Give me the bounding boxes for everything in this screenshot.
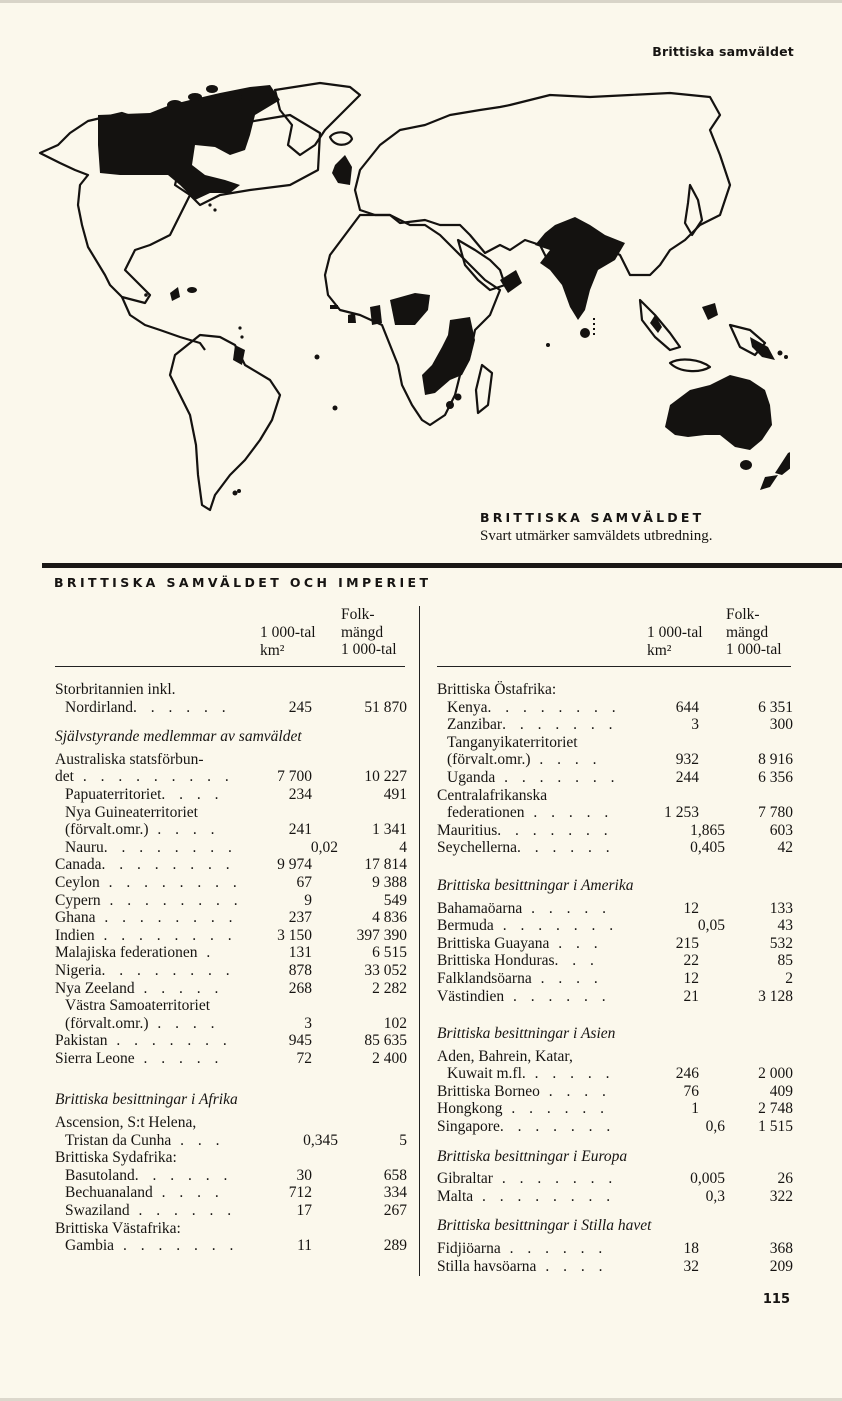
- east-africa-rows: [437, 699, 793, 857]
- row-name: Australiska statsförbun-: [55, 750, 204, 768]
- column-header: [55, 606, 407, 660]
- row-name: Storbritannien inkl.: [55, 681, 176, 698]
- row-area: 0,345: [303, 1131, 338, 1149]
- self-governing-rows: [55, 751, 407, 1068]
- row-population: 2 000: [758, 1065, 793, 1083]
- pop-header-line1: Folk-: [726, 606, 760, 623]
- row-name: Brittiska Honduras. . .: [437, 952, 599, 970]
- pop-header-line3: 1 000-tal: [341, 641, 397, 659]
- row-area: 0,6: [705, 1118, 725, 1136]
- row-name: Cypern . . . . . . . .: [55, 891, 243, 909]
- group-label-self-governing: Självstyrande medlemmar av samväldet: [55, 728, 302, 746]
- row-name: Papuaterritoriet. . . .: [65, 785, 224, 803]
- row-area: 0,405: [690, 839, 725, 857]
- area-header-line2: km²: [260, 641, 285, 659]
- row-area: 11: [297, 1237, 312, 1255]
- row-population: 85: [777, 952, 793, 970]
- row-name: Aden, Bahrein, Katar,: [437, 1047, 573, 1065]
- page-number: 115: [762, 1292, 790, 1307]
- row-name: Nya Guineaterritoriet: [65, 803, 198, 821]
- column-divider: [419, 606, 420, 1276]
- pop-header-line3: 1 000-tal: [726, 641, 782, 659]
- row-area: 245: [288, 698, 312, 716]
- row-name: Centralafrikanska: [437, 786, 548, 804]
- table-row: [55, 962, 407, 980]
- row-population: 102: [383, 1014, 407, 1032]
- table-row: [55, 1202, 407, 1220]
- table-row: [437, 787, 793, 805]
- row-area: 712: [288, 1184, 312, 1202]
- east-africa-region: [422, 317, 475, 395]
- row-population: 133: [769, 899, 793, 917]
- row-population: 1 341: [372, 821, 407, 839]
- row-population: 43: [777, 917, 793, 935]
- row-population: 658: [383, 1166, 407, 1184]
- table-row: [437, 1240, 793, 1258]
- row-area: 215: [675, 934, 699, 952]
- row-area: 22: [683, 952, 699, 970]
- row-area: 76: [683, 1082, 699, 1100]
- africa-rows: [55, 1114, 407, 1255]
- map-caption-subtitle: Svart utmärker samväldets utbredning.: [480, 528, 713, 544]
- row-area: 244: [675, 768, 699, 786]
- row-population: 322: [769, 1187, 793, 1205]
- row-population: 267: [383, 1202, 407, 1220]
- population-header: [341, 606, 397, 659]
- pacific-rows: [437, 1240, 793, 1275]
- row-area: 0,005: [690, 1170, 725, 1188]
- row-name: Ascension, S:t Helena,: [55, 1114, 197, 1132]
- row-population: 334: [383, 1184, 407, 1202]
- uk-region: [332, 155, 352, 185]
- table-row: [55, 1167, 407, 1185]
- asia-rows: [437, 1048, 793, 1136]
- table-left-column: [55, 606, 407, 1255]
- table-row: [437, 1083, 793, 1101]
- table-row: [437, 935, 793, 953]
- row-name: Bechuanaland . . . .: [65, 1184, 224, 1202]
- row-area: 3: [691, 716, 699, 734]
- row-population: 4 836: [372, 909, 407, 927]
- row-name: Mauritius. . . . . . .: [437, 821, 613, 839]
- row-population: 42: [777, 839, 793, 857]
- row-population: 532: [769, 934, 793, 952]
- row-population: 300: [769, 716, 793, 734]
- row-area: 878: [288, 961, 312, 979]
- table-row: [55, 681, 407, 699]
- nigeria-region: [390, 293, 430, 325]
- table-row: [55, 1050, 407, 1068]
- row-name: Brittiska Sydafrika:: [55, 1149, 177, 1167]
- row-population: 9 388: [372, 873, 407, 891]
- row-area: 1,865: [690, 821, 725, 839]
- row-area: 30: [296, 1166, 312, 1184]
- row-name: Västra Samoaterritoriet: [65, 997, 211, 1015]
- row-population: 2 400: [372, 1049, 407, 1067]
- row-name: Fidjiöarna . . . . . .: [437, 1240, 608, 1258]
- row-area: 241: [288, 821, 312, 839]
- row-population: 397 390: [356, 926, 407, 944]
- row-area: 21: [683, 987, 699, 1005]
- row-area: 131: [288, 944, 312, 962]
- row-area: 18: [683, 1240, 699, 1258]
- australia-region: [665, 375, 772, 450]
- row-name: Ghana . . . . . . . .: [55, 909, 238, 927]
- row-name: Brittiska Östafrika:: [437, 681, 557, 698]
- row-name: Canada. . . . . . . .: [55, 856, 235, 874]
- section-divider-rule: [42, 563, 842, 568]
- row-population: 6 356: [758, 768, 793, 786]
- row-population: 289: [383, 1237, 407, 1255]
- row-name: Tanganyikaterritoriet: [447, 733, 578, 751]
- row-population: 368: [769, 1240, 793, 1258]
- row-population: 603: [769, 821, 793, 839]
- ghana-region: [370, 305, 382, 325]
- row-population: 7 780: [758, 804, 793, 822]
- row-name: Seychellerna. . . . . .: [437, 839, 615, 857]
- pop-header-line1: Folk-: [341, 606, 375, 623]
- table-row: [437, 804, 793, 822]
- row-population: 1 515: [758, 1118, 793, 1136]
- table-row: [437, 839, 793, 857]
- row-population: 6 515: [372, 944, 407, 962]
- row-population: 26: [777, 1170, 793, 1188]
- table-row: [437, 822, 793, 840]
- group-label-europe: Brittiska besittningar i Europa: [437, 1147, 628, 1165]
- table-row: [55, 786, 407, 804]
- row-population: 2 282: [372, 979, 407, 997]
- row-name: Nya Zeeland . . . . .: [55, 979, 224, 997]
- table-row: [437, 917, 793, 935]
- row-area: 0,05: [697, 917, 725, 935]
- row-area: 3: [304, 1014, 312, 1032]
- table-row: [55, 821, 407, 839]
- row-population: 33 052: [364, 961, 407, 979]
- row-population: 491: [383, 785, 407, 803]
- row-population: 209: [769, 1257, 793, 1275]
- table-row: [437, 1258, 793, 1276]
- table-row: [55, 751, 407, 769]
- row-name: Singapore. . . . . . .: [437, 1118, 616, 1136]
- row-name: Swaziland . . . . . .: [65, 1202, 237, 1220]
- table-row: [55, 1132, 407, 1150]
- row-population: 6 351: [758, 698, 793, 716]
- area-header-line1: 1 000-tal: [260, 624, 316, 641]
- row-area: 1: [691, 1100, 699, 1118]
- commonwealth-fill-regions: [98, 85, 790, 496]
- row-name: Malta . . . . . . . .: [437, 1187, 616, 1205]
- table-right-column: [437, 606, 793, 1275]
- table-row: [55, 856, 407, 874]
- row-name: Falklandsöarna . . . .: [437, 969, 603, 987]
- row-population: 5: [399, 1131, 407, 1149]
- area-header: [647, 624, 703, 659]
- group-label-africa: Brittiska besittningar i Afrika: [55, 1091, 238, 1109]
- table-row: [55, 699, 407, 717]
- map-caption-title: BRITTISKA SAMVÄLDET: [480, 510, 705, 525]
- row-name: Hongkong . . . . . .: [437, 1100, 609, 1118]
- area-header-line2: km²: [647, 641, 672, 659]
- row-area: 12: [683, 899, 699, 917]
- row-area: 644: [675, 698, 699, 716]
- row-name: (förvalt.omr.) . . . .: [65, 821, 220, 839]
- row-population: 10 227: [364, 768, 407, 786]
- row-name: federationen . . . . .: [447, 804, 614, 822]
- table-row: [55, 997, 407, 1015]
- row-population: 8 916: [758, 751, 793, 769]
- row-name: Uganda . . . . . . .: [447, 768, 620, 786]
- row-name: Sierra Leone . . . . .: [55, 1049, 224, 1067]
- india-region: [535, 217, 625, 320]
- new-zealand-region: [775, 450, 790, 475]
- row-name: Bahamaöarna . . . . .: [437, 899, 611, 917]
- row-name: Nigeria. . . . . . . .: [55, 961, 235, 979]
- table-row: [55, 1220, 407, 1238]
- section-title: BRITTISKA SAMVÄLDET OCH IMPERIET: [54, 575, 432, 590]
- table-row: [437, 952, 793, 970]
- table-row: [437, 1170, 793, 1188]
- row-name: Tristan da Cunha . . .: [65, 1131, 225, 1149]
- row-name: Nordirland. . . . . .: [65, 698, 231, 716]
- table-row: [437, 769, 793, 787]
- table-row: [55, 927, 407, 945]
- row-name: Bermuda . . . . . . .: [437, 917, 619, 935]
- table-row: [55, 804, 407, 822]
- row-population: 2 748: [758, 1100, 793, 1118]
- row-name: Ceylon . . . . . . . .: [55, 873, 242, 891]
- row-population: 51 870: [364, 698, 407, 716]
- row-population: 85 635: [364, 1032, 407, 1050]
- row-name: Brittiska Guayana . . .: [437, 934, 603, 952]
- table-row: [55, 980, 407, 998]
- row-name: det . . . . . . . . .: [55, 768, 234, 786]
- area-header: [260, 624, 316, 659]
- row-area: 17: [296, 1202, 312, 1220]
- row-area: 72: [296, 1049, 312, 1067]
- row-area: 0,3: [705, 1187, 725, 1205]
- table-row: [437, 1188, 793, 1206]
- table-row: [437, 970, 793, 988]
- map-caption: [480, 510, 712, 545]
- row-name: Stilla havsöarna . . . .: [437, 1257, 608, 1275]
- row-population: 2: [785, 969, 793, 987]
- row-area: 234: [288, 785, 312, 803]
- table-row: [55, 1237, 407, 1255]
- column-header: [437, 606, 793, 660]
- europe-rows: [437, 1170, 793, 1205]
- group-label-pacific: Brittiska besittningar i Stilla havet: [437, 1217, 652, 1235]
- row-name: (förvalt.omr.) . . . .: [65, 1014, 220, 1032]
- row-name: Gibraltar . . . . . . .: [437, 1170, 618, 1188]
- row-area: 268: [288, 979, 312, 997]
- row-name: Brittiska Borneo . . . .: [437, 1082, 611, 1100]
- row-area: 0,02: [310, 838, 338, 856]
- table-row: [55, 874, 407, 892]
- row-population: 3 128: [758, 987, 793, 1005]
- table-row: [437, 1100, 793, 1118]
- table-row: [55, 1015, 407, 1033]
- row-population: 17 814: [364, 856, 407, 874]
- row-name: Zanzibar. . . . . . .: [447, 716, 618, 734]
- row-area: 9 974: [277, 856, 312, 874]
- table-row: [437, 681, 793, 699]
- row-name: Nauru. . . . . . . .: [65, 838, 237, 856]
- table-row: [437, 1048, 793, 1066]
- table-row: [437, 1118, 793, 1136]
- row-name: Kuwait m.fl. . . . . .: [447, 1065, 615, 1083]
- page-edge-top: [0, 0, 842, 3]
- table-row: [437, 699, 793, 717]
- row-area: 9: [304, 891, 312, 909]
- table-row: [437, 1065, 793, 1083]
- row-area: 237: [288, 909, 312, 927]
- row-area: 945: [288, 1032, 312, 1050]
- row-area: 1 253: [664, 804, 699, 822]
- group-label-america: Brittiska besittningar i Amerika: [437, 876, 634, 894]
- pop-header-line2: mängd: [341, 623, 384, 641]
- area-header-line1: 1 000-tal: [647, 624, 703, 641]
- row-area: 3 150: [277, 926, 312, 944]
- table-row: [437, 751, 793, 769]
- table-row: [437, 716, 793, 734]
- row-name: Kenya. . . . . . . .: [447, 698, 621, 716]
- population-header: [726, 606, 782, 659]
- row-population: 409: [769, 1082, 793, 1100]
- row-name: Basutoland. . . . . .: [65, 1166, 233, 1184]
- table-row: [55, 1184, 407, 1202]
- table-row: [55, 909, 407, 927]
- row-area: 67: [296, 873, 312, 891]
- row-name: (förvalt.omr.) . . . .: [447, 751, 602, 769]
- table-row: [437, 988, 793, 1006]
- row-name: Pakistan . . . . . . .: [55, 1032, 232, 1050]
- running-head: Brittiska samväldet: [652, 44, 794, 59]
- canada-region: [98, 85, 280, 200]
- row-population: 549: [383, 891, 407, 909]
- row-name: Malajiska federationen .: [55, 944, 216, 962]
- row-name: Brittiska Västafrika:: [55, 1219, 181, 1237]
- row-area: 12: [683, 969, 699, 987]
- row-area: 932: [675, 751, 699, 769]
- table-row: [55, 1032, 407, 1050]
- row-area: 32: [683, 1257, 699, 1275]
- table-row: [55, 892, 407, 910]
- row-area: 7 700: [277, 768, 312, 786]
- pop-header-line2: mängd: [726, 623, 769, 641]
- row-name: Västindien . . . . . .: [437, 987, 611, 1005]
- table-row: [55, 1114, 407, 1132]
- table-row: [55, 944, 407, 962]
- table-row: [55, 768, 407, 786]
- row-name: Indien . . . . . . . .: [55, 926, 237, 944]
- commonwealth-world-map: [30, 75, 790, 515]
- row-area: 246: [675, 1065, 699, 1083]
- table-row: [437, 900, 793, 918]
- row-population: 4: [399, 838, 407, 856]
- table-row: [55, 1149, 407, 1167]
- row-name: Gambia . . . . . . .: [65, 1237, 239, 1255]
- group-label-asia: Brittiska besittningar i Asien: [437, 1025, 616, 1043]
- table-row: [55, 839, 407, 857]
- america-rows: [437, 900, 793, 1006]
- table-row: [437, 734, 793, 752]
